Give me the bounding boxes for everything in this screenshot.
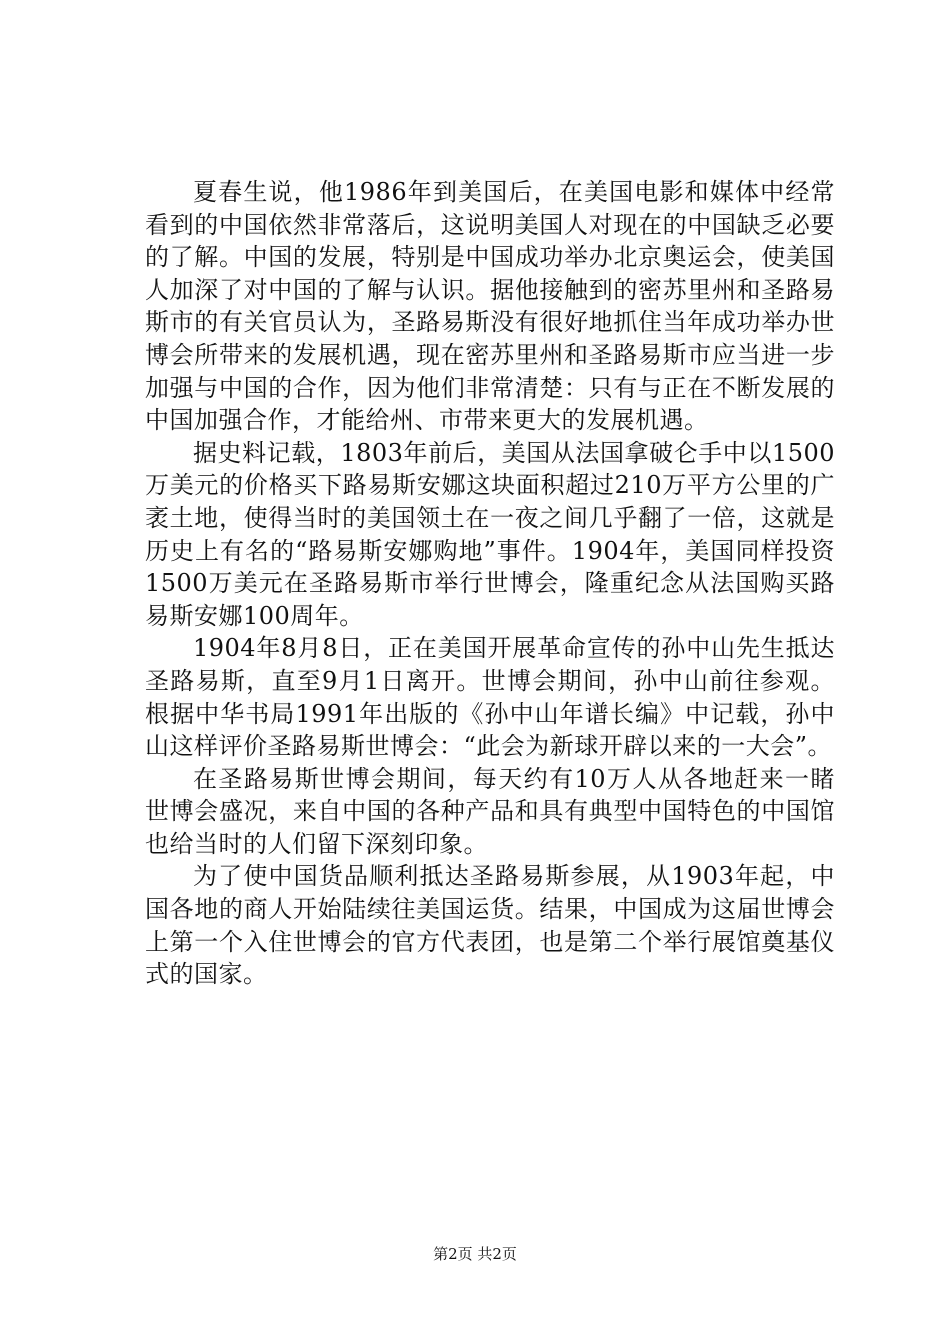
document-body bbox=[145, 176, 835, 991]
paragraph-1: 夏春生说，他1986年到美国后，在美国电影和媒体中经常看到的中国依然非常落后，这说明美国人对现在的中国缺乏必要的了解。中国的发展，特别是中国成功举办北京奥运会，使美国人加深了对中国的了解与认识。据他接触到的密苏里州和圣路易斯市的有关官员认为，圣路易斯没有很好地抓住当年成功举办世博会所带来的发展机遇，现在密苏里州和圣路易斯市应当进一步加强与中国的合作，因为他们非常清楚：只有与正在不断发展的中国加强合作，才能给州、市带来更大的发展机遇。 bbox=[145, 178, 835, 435]
page-footer: 第2页 共2页 bbox=[433, 1245, 517, 1263]
paragraph-5: 为了使中国货品顺利抵达圣路易斯参展，从1903年起，中国各地的商人开始陆续往美国运货。结果，中国成为这届世博会上第一个入住世博会的官方代表团，也是第二个举行展馆奠基仪式的国家。 bbox=[145, 862, 835, 989]
paragraph-2: 据史料记载，1803年前后，美国从法国拿破仑手中以1500万美元的价格买下路易斯安娜这块面积超过210万平方公里的广袤土地，使得当时的美国领土在一夜之间几乎翻了一倍，这就是历史上有名的“路易斯安娜购地”事件。1904年，美国同样投资1500万美元在圣路易斯市举行世博会，隆重纪念从法国购买路易斯安娜100周年。 bbox=[145, 438, 835, 630]
paragraph-4: 在圣路易斯世博会期间，每天约有10万人从各地赶来一睹世博会盛况，来自中国的各种产品和具有典型中国特色的中国馆也给当时的人们留下深刻印象。 bbox=[145, 764, 835, 858]
paragraph-3: 1904年8月8日，正在美国开展革命宣传的孙中山先生抵达圣路易斯，直至9月1日离开。世博会期间，孙中山前往参观。根据中华书局1991年出版的《孙中山年谱长编》中记载，孙中山这样评价圣路易斯世博会：“此会为新球开辟以来的一大会”。 bbox=[145, 634, 835, 761]
